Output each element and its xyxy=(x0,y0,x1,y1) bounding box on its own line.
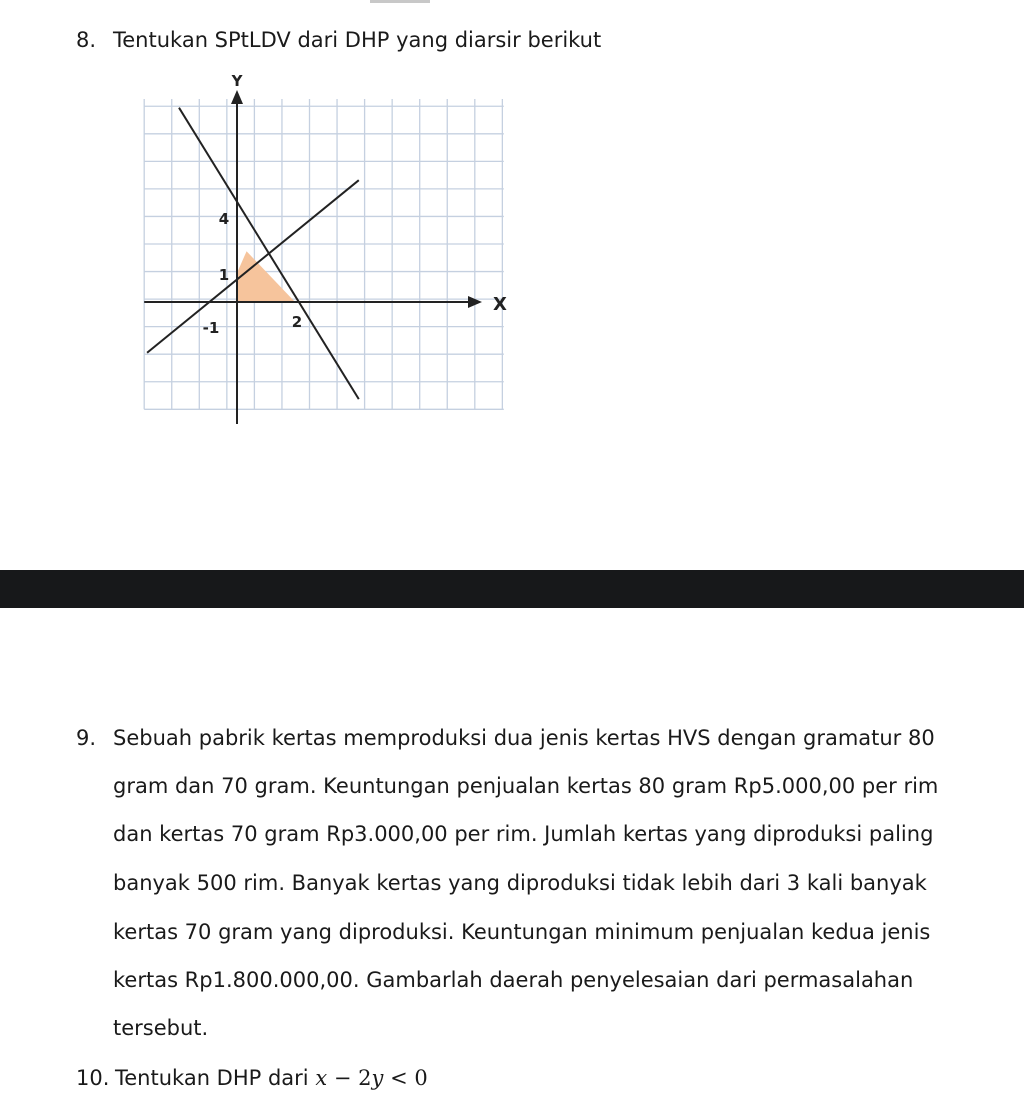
y-axis-label: Y xyxy=(231,72,243,90)
question-8-number: 8. xyxy=(76,28,97,52)
question-10-prompt: Tentukan DHP dari xyxy=(115,1066,309,1090)
question-9-number: 9. xyxy=(76,726,97,750)
graph-lines xyxy=(147,108,359,399)
math-x: x xyxy=(315,1066,328,1090)
black-divider-bar xyxy=(0,570,1024,608)
math-lt: < xyxy=(390,1066,408,1090)
math-y: y xyxy=(371,1066,384,1090)
tick-label-x-2: 2 xyxy=(291,313,303,331)
question-10-text xyxy=(115,1066,428,1090)
graph-grid xyxy=(144,99,504,409)
math-minus: − xyxy=(333,1066,352,1090)
question-9-line-4: banyak 500 rim. Banyak kertas yang diproduksi tidak lebih dari 3 kali banyak xyxy=(113,871,927,895)
question-9-line-3: dan kertas 70 gram Rp3.000,00 per rim. Jumlah kertas yang diproduksi paling xyxy=(113,822,934,846)
y-axis-arrow-icon xyxy=(231,90,243,104)
question-9-line-2: gram dan 70 gram. Keuntungan penjualan kertas 80 gram Rp5.000,00 per rim xyxy=(113,774,939,798)
x-axis-label: X xyxy=(493,294,507,315)
question-9-line-1: Sebuah pabrik kertas memproduksi dua jenis kertas HVS dengan gramatur 80 xyxy=(113,726,935,750)
question-9-line-6: kertas Rp1.800.000,00. Gambarlah daerah penyelesaian dari permasalahan xyxy=(113,968,914,992)
math-rhs: 0 xyxy=(414,1066,428,1090)
question-10-inequality xyxy=(315,1066,427,1090)
question-10-number: 10. xyxy=(76,1066,110,1090)
graph-axes xyxy=(144,90,482,424)
series-line-2 xyxy=(179,108,359,399)
tick-label-y-1: 1 xyxy=(218,266,230,284)
question-8-text: Tentukan SPtLDV dari DHP yang diarsir berikut xyxy=(113,28,602,52)
inequality-graph xyxy=(0,0,1024,440)
tick-label-x-neg1: -1 xyxy=(202,319,220,337)
question-9-line-7: tersebut. xyxy=(113,1016,209,1040)
math-coef: 2 xyxy=(358,1066,372,1090)
shaded-region xyxy=(237,251,295,302)
tick-label-y-4: 4 xyxy=(218,210,230,228)
question-9-line-5: kertas 70 gram yang diproduksi. Keuntungan minimum penjualan kedua jenis xyxy=(113,920,931,944)
